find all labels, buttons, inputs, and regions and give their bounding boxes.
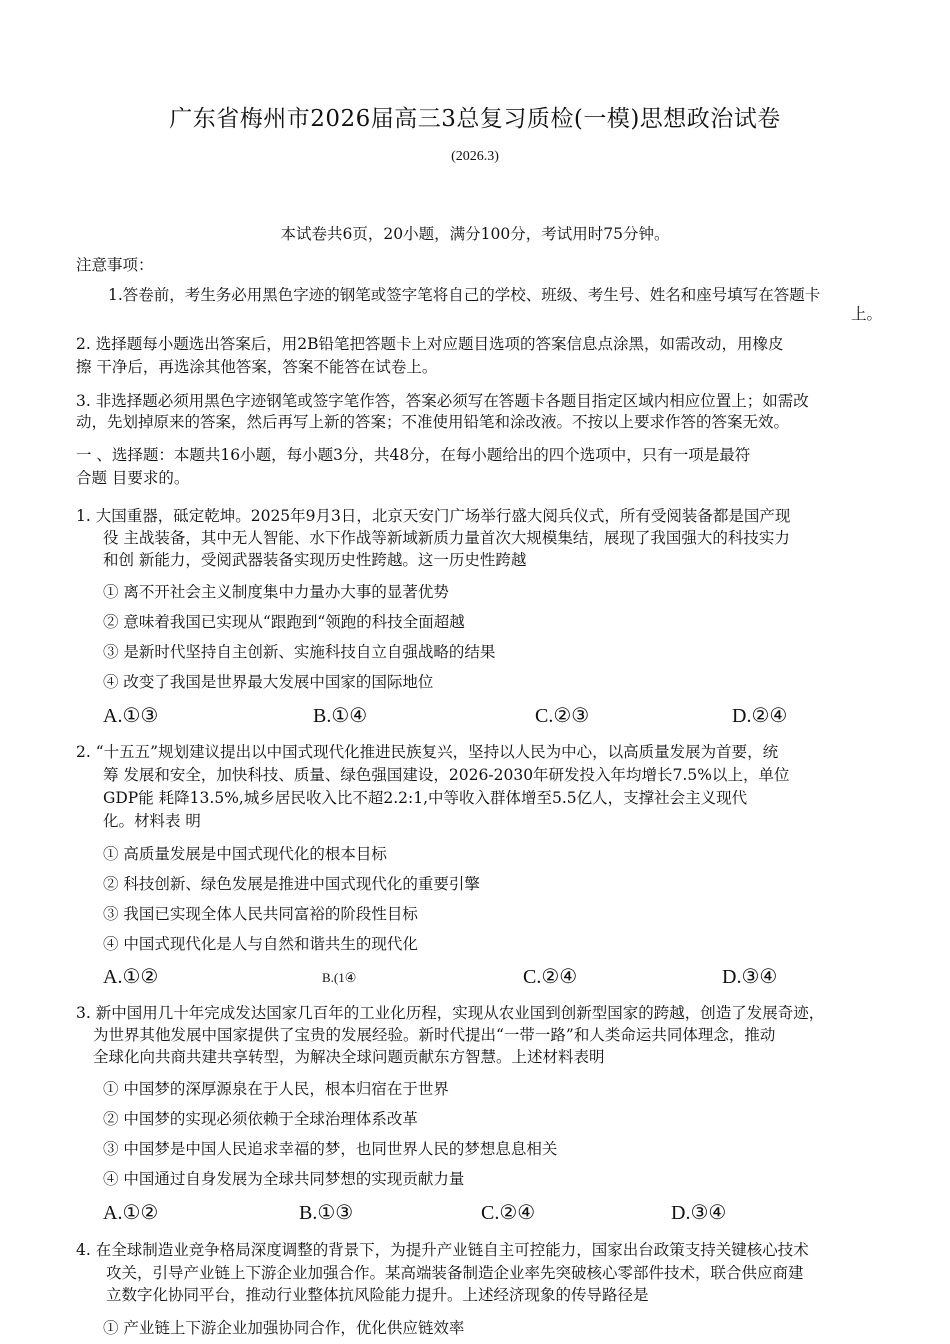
q1-option-4: ④ 改变了我国是世界最大发展中国家的国际地位 (103, 673, 434, 691)
notice-title: 注意事项： (76, 256, 154, 274)
notice-item-1: 1.答卷前，考生务必用黑色字迹的钢笔或签字笔将自己的学校、班级、考生号、姓名和座号填写在答题卡 (108, 286, 821, 304)
q1-stem-line-3: 和创 新能力，受阅武器装备实现历史性跨越。这一历史性跨越 (103, 551, 527, 569)
section-heading: 一 、选择题：本题共16小题，每小题3分，共48分，在每小题给出的四个选项中，只有一项是最符 (76, 446, 751, 464)
q4-stem-line-3: 立数字化协同平台，推动行业整体抗风险能力提升。上述经济现象的传导路径是 (106, 1286, 649, 1304)
q3-option-1: ① 中国梦的深厚源泉在于人民，根本归宿在于世界 (103, 1080, 449, 1098)
q2-option-1: ① 高质量发展是中国式现代化的根本目标 (103, 845, 387, 863)
q3-option-2: ② 中国梦的实现必须依赖于全球治理体系改革 (103, 1110, 418, 1128)
q3-option-3: ③ 中国梦是中国人民追求幸福的梦，也同世界人民的梦想息息相关 (103, 1140, 558, 1158)
notice-item-2: 2. 选择题每小题选出答案后，用2B铅笔把答题卡上对应题目选项的答案信息点涂黑，如需改动，用橡皮 (76, 335, 784, 353)
page-title: 广东省梅州市2026届高三3总复习质检(一模)思想政治试卷 (169, 106, 781, 132)
notice-item-3-cont: 动，先划掉原来的答案，然后再写上新的答案；不准使用铅笔和涂改液。不按以上要求作答的答案无效。 (76, 413, 790, 431)
q2-answer-d[interactable]: D.③④ (722, 966, 778, 988)
q1-option-1: ① 离不开社会主义制度集中力量办大事的显著优势 (103, 583, 449, 601)
q3-stem-line-1: 3. 新中国用几十年完成发达国家几百年的工业化历程，实现从农业国到创新型国家的跨越，创造了发展奇迹， (76, 1004, 825, 1022)
notice-item-1-cont: 上。 (850, 305, 882, 323)
q4-option-1: ① 产业链上下游企业加强协同合作，优化供应链效率 (103, 1319, 465, 1337)
q2-stem-line-2: 筹 发展和安全，加快科技、质量、绿色强国建设，2026-2030年研发投入年均增长7.5%以上，单位 (103, 766, 790, 784)
q2-stem-line-1: 2. “十五五”规划建议提出以中国式现代化推进民族复兴，坚持以人民为中心，以高质量发展为首要，统 (76, 743, 779, 761)
section-heading-cont: 合题 目要求的。 (76, 469, 190, 487)
q1-option-3: ③ 是新时代坚持自主创新、实施科技自立自强战略的结果 (103, 643, 496, 661)
exam-date: (2026.3) (451, 149, 499, 164)
q1-answer-b[interactable]: B.①④ (313, 705, 368, 727)
q3-answer-c[interactable]: C.②④ (481, 1202, 536, 1224)
notice-item-2-cont: 擦 干净后，再选涂其他答案，答案不能答在试卷上。 (76, 358, 438, 376)
exam-summary: 本试卷共6页，20小题，满分100分，考试用时75分钟。 (280, 225, 670, 243)
q3-answer-b[interactable]: B.①③ (299, 1202, 354, 1224)
q1-option-2: ② 意味着我国已实现从“跟跑到“领跑的科技全面超越 (103, 613, 465, 631)
q3-stem-line-2: 为世界其他发展中国家提供了宝贵的发展经验。新时代提出“一带一路”和人类命运共同体理念，推动 (93, 1026, 776, 1044)
q2-stem-line-4: 化。材料表 明 (103, 812, 201, 830)
q4-stem-line-2: 攻关，引导产业链上下游企业加强合作。某高端装备制造企业率先突破核心零部件技术，联合供应商建 (106, 1264, 804, 1282)
q1-stem-line-2: 役 主战装备，其中无人智能、水下作战等新域新质力量首次大规模集结，展现了我国强大的科技实力 (103, 529, 790, 547)
q2-answer-b[interactable]: B.(1④ (322, 970, 357, 985)
q2-option-3: ③ 我国已实现全体人民共同富裕的阶段性目标 (103, 905, 418, 923)
q3-stem-line-3: 全球化向共商共建共享转型，为解决全球问题贡献东方智慧。上述材料表明 (93, 1048, 605, 1066)
q4-stem-line-1: 4. 在全球制造业竞争格局深度调整的背景下，为提升产业链自主可控能力，国家出台政策支持关键核心技术 (76, 1241, 809, 1259)
q2-answer-a[interactable]: A.①② (103, 966, 159, 988)
q2-stem-line-3: GDP能 耗降13.5%,城乡居民收入比不超2.2:1,中等收入群体增至5.5亿人，支撑社会主义现代 (103, 789, 748, 807)
q2-answer-c[interactable]: C.②④ (523, 966, 578, 988)
q2-option-2: ② 科技创新、绿色发展是推进中国式现代化的重要引擎 (103, 875, 480, 893)
q1-answer-d[interactable]: D.②④ (732, 705, 788, 727)
q3-answer-d[interactable]: D.③④ (671, 1202, 727, 1224)
q1-answer-a[interactable]: A.①③ (103, 705, 159, 727)
q1-answer-c[interactable]: C.②③ (535, 705, 590, 727)
notice-item-3: 3. 非选择题必须用黑色字迹钢笔或签字笔作答，答案必须写在答题卡各题目指定区域内相应位置上；如需改 (76, 392, 809, 410)
q1-stem-line-1: 1. 大国重器，砥定乾坤。2025年9月3日，北京天安门广场举行盛大阅兵仪式，所有受阅装备都是国产现 (76, 507, 791, 525)
q2-option-4: ④ 中国式现代化是人与自然和谐共生的现代化 (103, 935, 418, 953)
q3-answer-a[interactable]: A.①② (103, 1202, 159, 1224)
q3-option-4: ④ 中国通过自身发展为全球共同梦想的实现贡献力量 (103, 1170, 465, 1188)
